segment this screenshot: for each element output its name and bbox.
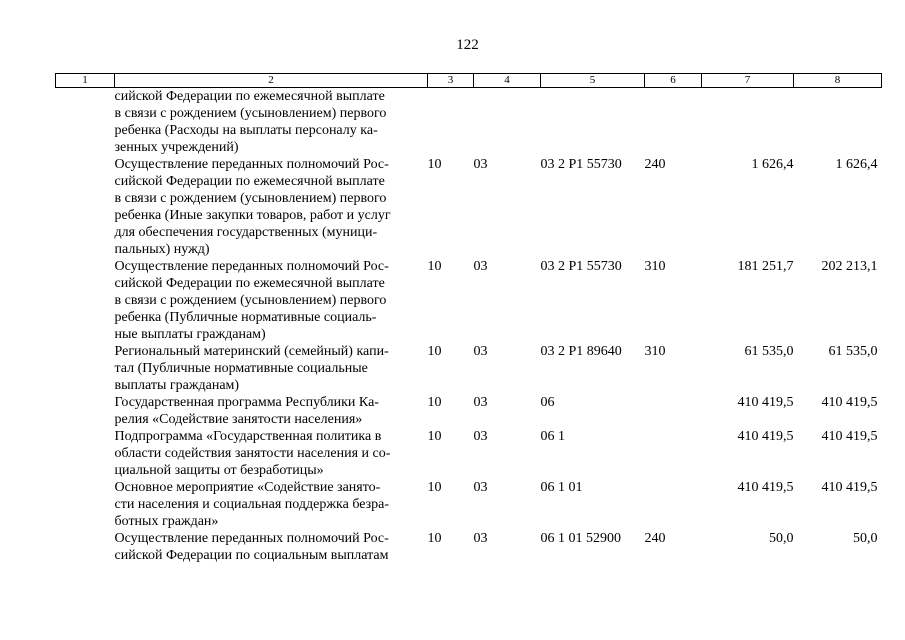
amount-year-2: 202 213,1: [821, 259, 878, 274]
description-line: для обеспечения государственных (муници-: [114, 225, 378, 240]
expense-type-code: 310: [644, 344, 666, 359]
table-row: [56, 394, 882, 428]
amount-year-2: 1 626,4: [835, 157, 878, 172]
budget-table: [55, 73, 882, 564]
section-code: 10: [427, 531, 442, 546]
subsection-code: 03: [473, 429, 488, 444]
section-code: 10: [427, 395, 442, 410]
cell-col1: [56, 343, 115, 394]
description-line: Региональный материнский (семейный) капи-: [114, 344, 389, 359]
amount-year-2: 61 535,0: [828, 344, 878, 359]
cell-col1: [56, 428, 115, 479]
amount-year-2: 50,0: [853, 531, 878, 546]
cell-col1: [56, 394, 115, 428]
description-line: сти населения и социальная поддержка безра-: [114, 497, 390, 512]
target-article-code: 06 1: [540, 429, 565, 444]
section-code: 10: [427, 429, 442, 444]
description-line: ребенка (Публичные нормативные социаль-: [114, 310, 377, 325]
column-number-5: 5: [541, 74, 645, 88]
description-line: зенных учреждений): [114, 140, 239, 155]
description-line: ребенка (Иные закупки товаров, работ и услуг: [114, 208, 391, 223]
description-line: тал (Публичные нормативные социальные: [114, 361, 368, 376]
subsection-code: 03: [473, 395, 488, 410]
expense-type-code: 240: [644, 531, 666, 546]
table-row: [56, 479, 882, 530]
expense-type-code: [645, 479, 702, 530]
target-article-code: [541, 88, 645, 157]
amount-year-1: 50,0: [769, 531, 794, 546]
amount-year-2: [794, 88, 882, 157]
amount-year-1: [702, 88, 794, 157]
description-line: Осуществление переданных полномочий Рос-: [114, 259, 389, 274]
row-description: [115, 156, 428, 258]
description-line: в связи с рождением (усыновлением) первого: [114, 293, 387, 308]
subsection-code: 03: [473, 344, 488, 359]
description-line: циальной защиты от безработицы»: [114, 463, 324, 478]
target-article-code: 03 2 P1 55730: [540, 259, 622, 274]
description-line: ребенка (Расходы на выплаты персоналу ка-: [114, 123, 378, 138]
description-line: выплаты гражданам): [114, 378, 240, 393]
target-article-code: 03 2 P1 55730: [540, 157, 622, 172]
cell-col1: [56, 88, 115, 157]
expense-type-code: 240: [644, 157, 666, 172]
section-code: 10: [427, 480, 442, 495]
row-description: [115, 530, 428, 564]
row-description: [115, 88, 428, 157]
table-row: [56, 343, 882, 394]
column-number-7: 7: [702, 74, 794, 88]
description-line: Подпрограмма «Государственная политика в: [114, 429, 382, 444]
description-line: ные выплаты гражданам): [114, 327, 266, 342]
row-description: [115, 394, 428, 428]
cell-col1: [56, 479, 115, 530]
column-number-4: 4: [474, 74, 541, 88]
expense-type-code: [645, 88, 702, 157]
table-row: [56, 156, 882, 258]
table-row: [56, 530, 882, 564]
description-line: Основное мероприятие «Содействие занято-: [114, 480, 381, 495]
column-number-1: 1: [56, 74, 115, 88]
subsection-code: 03: [473, 480, 488, 495]
target-article-code: 06 1 01 52900: [540, 531, 621, 546]
section-code: [428, 88, 474, 157]
row-description: [115, 479, 428, 530]
description-line: сийской Федерации по социальным выплатам: [114, 548, 389, 563]
amount-year-2: 410 419,5: [821, 395, 878, 410]
description-line: релия «Содействие занятости населения»: [114, 412, 363, 427]
row-description: [115, 343, 428, 394]
amount-year-1: 1 626,4: [751, 157, 794, 172]
table-row: [56, 258, 882, 343]
amount-year-2: 410 419,5: [821, 429, 878, 444]
amount-year-1: 410 419,5: [737, 480, 794, 495]
column-number-6: 6: [645, 74, 702, 88]
description-line: области содействия занятости населения и со-: [114, 446, 391, 461]
description-line: сийской Федерации по ежемесячной выплате: [114, 276, 385, 291]
amount-year-1: 61 535,0: [744, 344, 794, 359]
row-description: [115, 428, 428, 479]
column-number-3: 3: [428, 74, 474, 88]
amount-year-1: 410 419,5: [737, 429, 794, 444]
description-line: Государственная программа Республики Ка-: [114, 395, 379, 410]
table-row: [56, 428, 882, 479]
amount-year-2: 410 419,5: [821, 480, 878, 495]
cell-col1: [56, 530, 115, 564]
amount-year-1: 181 251,7: [737, 259, 794, 274]
description-line: в связи с рождением (усыновлением) первого: [114, 106, 387, 121]
cell-col1: [56, 258, 115, 343]
expense-type-code: 310: [644, 259, 666, 274]
target-article-code: 06: [540, 395, 555, 410]
amount-year-1: 410 419,5: [737, 395, 794, 410]
section-code: 10: [427, 344, 442, 359]
subsection-code: [474, 88, 541, 157]
row-description: [115, 258, 428, 343]
target-article-code: 06 1 01: [540, 480, 583, 495]
column-number-8: 8: [794, 74, 882, 88]
section-code: 10: [427, 157, 442, 172]
description-line: в связи с рождением (усыновлением) первого: [114, 191, 387, 206]
description-line: Осуществление переданных полномочий Рос-: [114, 531, 389, 546]
table-row: [56, 88, 882, 157]
table-body: [56, 88, 882, 565]
column-number-2: 2: [115, 74, 428, 88]
cell-col1: [56, 156, 115, 258]
description-line: пальных) нужд): [114, 242, 210, 257]
subsection-code: 03: [473, 259, 488, 274]
subsection-code: 03: [473, 531, 488, 546]
expense-type-code: [645, 394, 702, 428]
page-number: 122: [456, 37, 479, 53]
description-line: сийской Федерации по ежемесячной выплате: [114, 89, 385, 104]
section-code: 10: [427, 259, 442, 274]
target-article-code: 03 2 P1 89640: [540, 344, 622, 359]
expense-type-code: [645, 428, 702, 479]
subsection-code: 03: [473, 157, 488, 172]
description-line: сийской Федерации по ежемесячной выплате: [114, 174, 385, 189]
description-line: ботных граждан»: [114, 514, 219, 529]
column-number-row: [56, 74, 882, 88]
description-line: Осуществление переданных полномочий Рос-: [114, 157, 389, 172]
